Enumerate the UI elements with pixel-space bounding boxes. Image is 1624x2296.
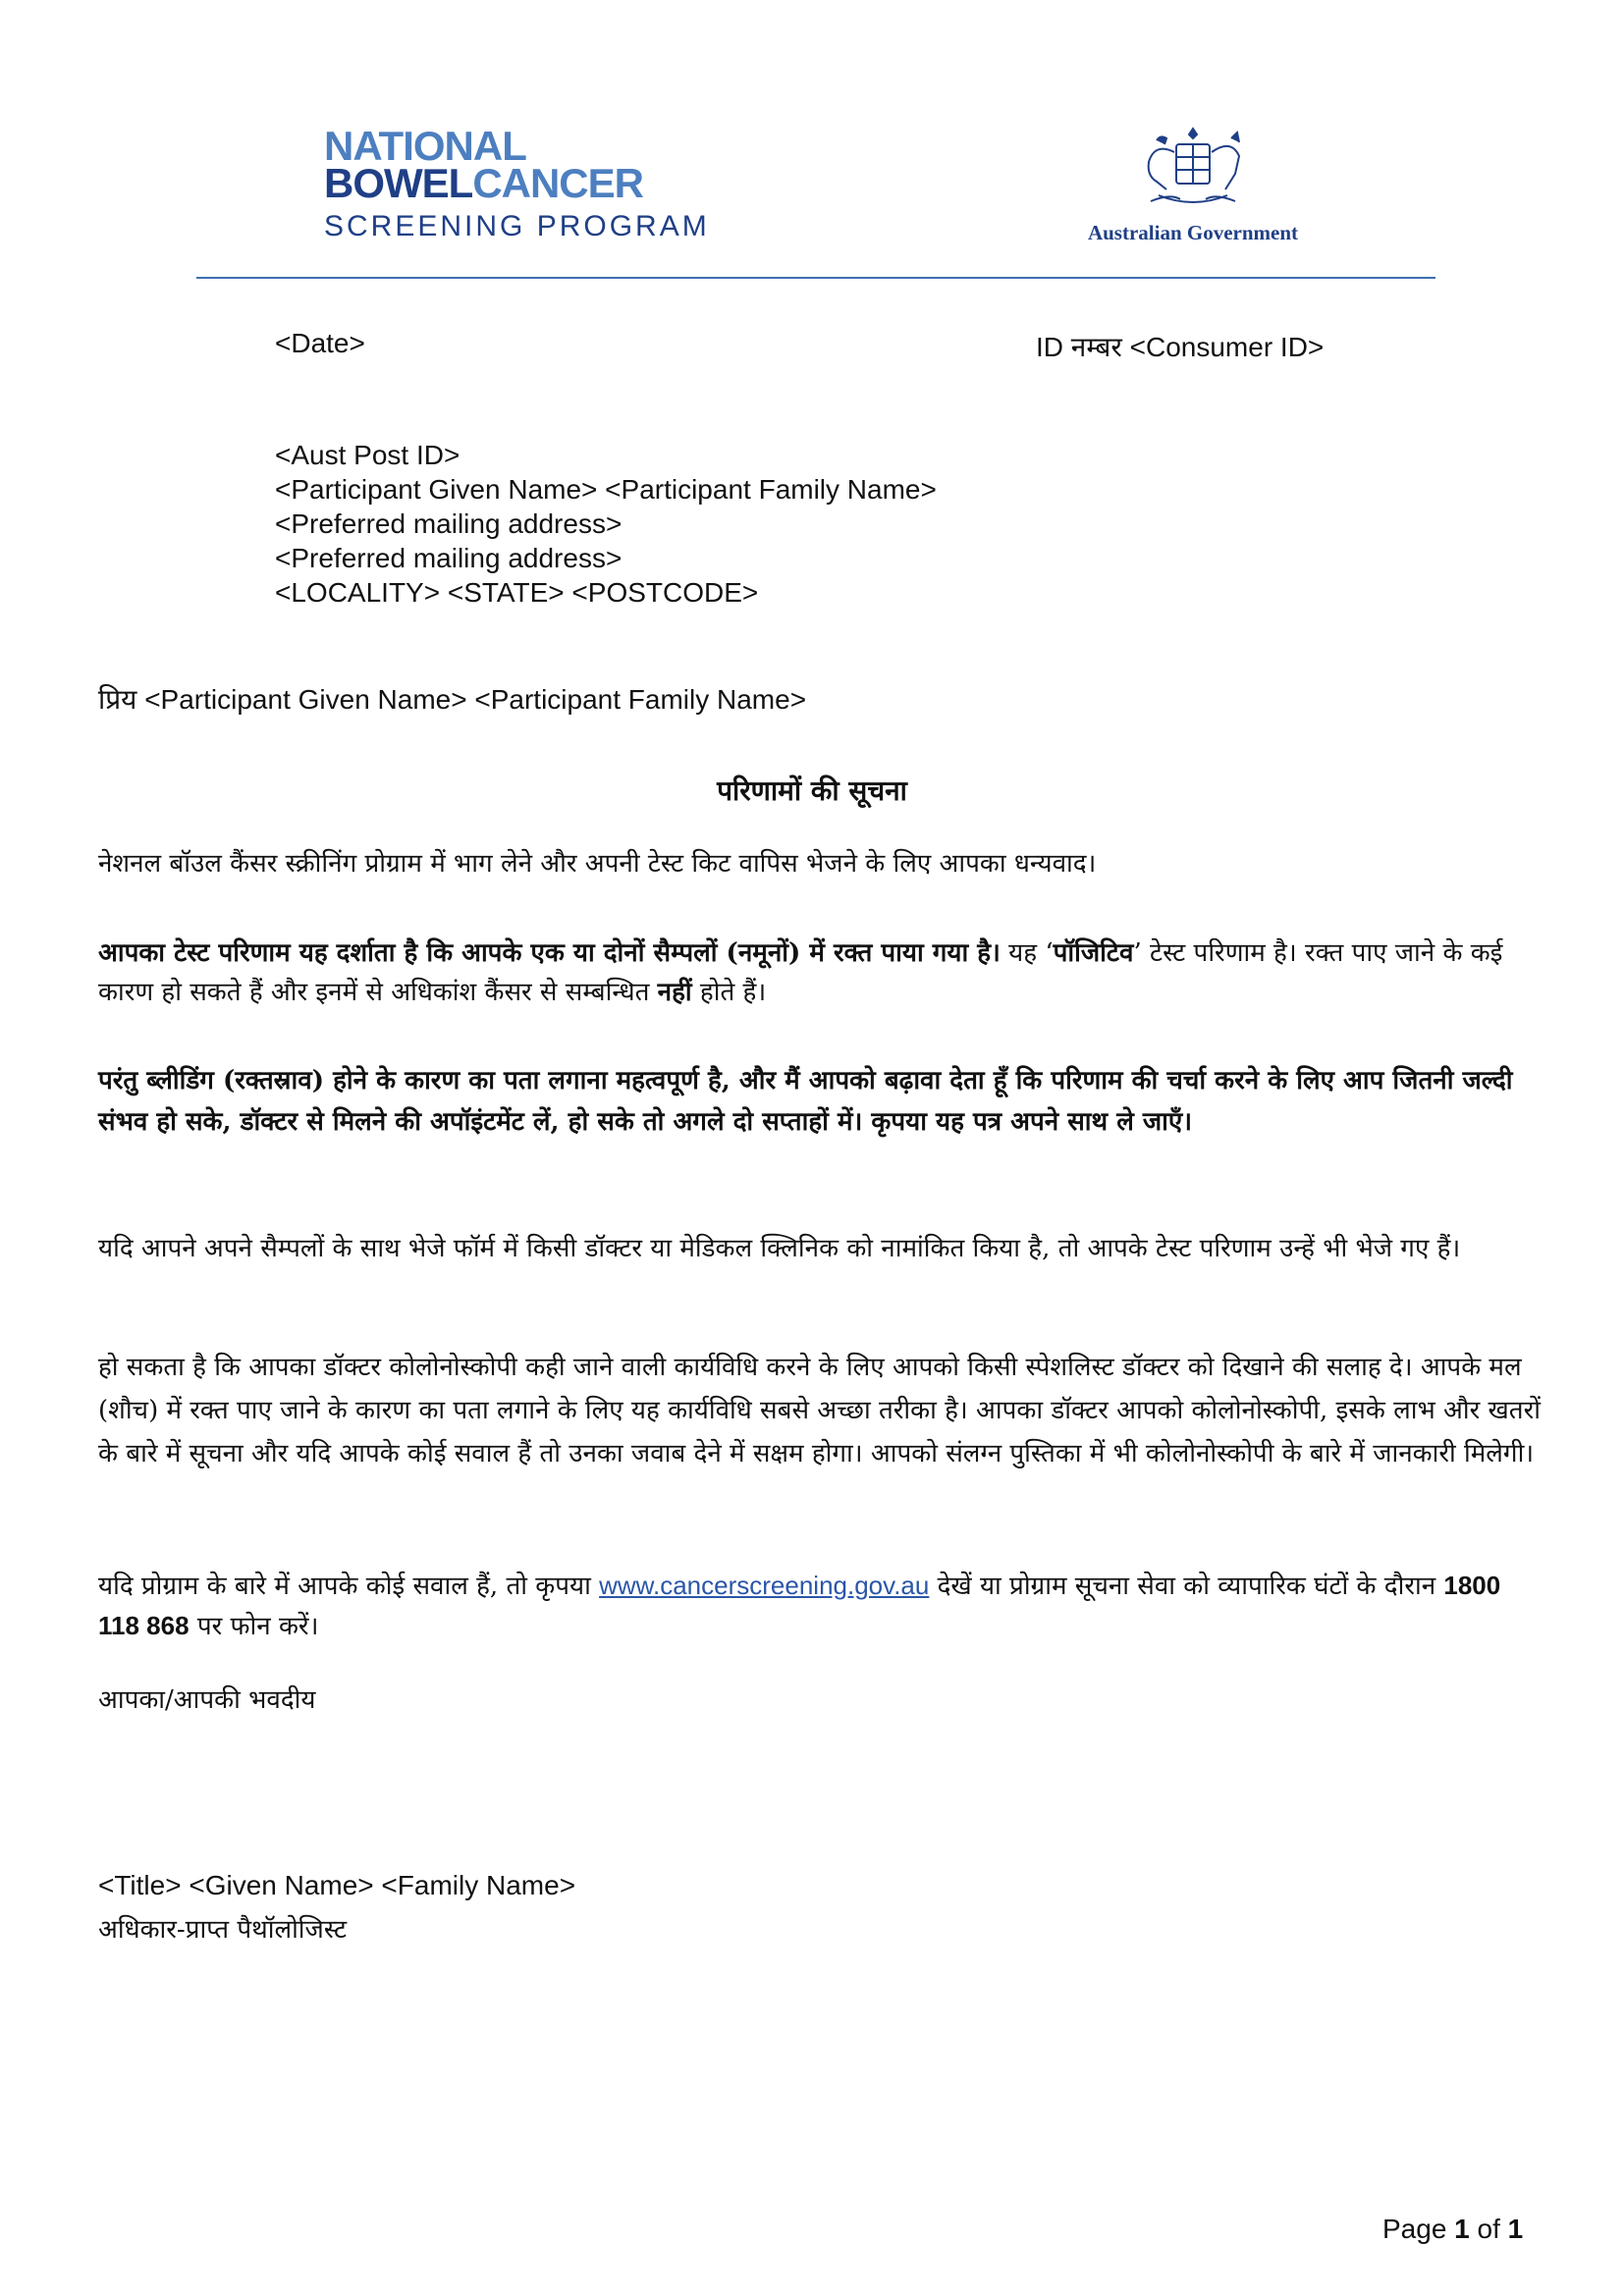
signer-title: अधिकार-प्राप्त पैथॉलोजिस्ट bbox=[98, 1915, 348, 1945]
phone-number: 1800 118 868 bbox=[98, 1571, 1501, 1640]
not-emphasis: नहीं bbox=[657, 978, 692, 1007]
website-link[interactable]: www.cancerscreening.gov.au bbox=[599, 1571, 930, 1600]
page-prefix: Page bbox=[1382, 2214, 1455, 2244]
address-line: <LOCALITY> <STATE> <POSTCODE> bbox=[275, 577, 759, 608]
letter-date: <Date> bbox=[275, 328, 365, 358]
page-total: 1 bbox=[1507, 2214, 1524, 2244]
address-block bbox=[275, 438, 937, 610]
paragraph-thanks: नेशनल बॉउल कैंसर स्क्रीनिंग प्रोग्राम में भाग लेने और अपनी टेस्ट किट वापिस भेजने के लिए आपका धन्यवाद। bbox=[98, 849, 1097, 879]
logo-line-bowelcancer bbox=[324, 160, 717, 206]
address-line: <Aust Post ID> bbox=[275, 440, 460, 470]
closing: आपका/आपकी भवदीय bbox=[98, 1685, 316, 1715]
address-line: <Participant Given Name> <Participant Family Name> bbox=[275, 474, 937, 505]
result-text: यह ‘ bbox=[1000, 938, 1054, 968]
result-text: ’ टेस्ट परिणाम है। रक्त पाए जाने के कई कारण हो सकते हैं और इनमें से अधिकांश कैंसर से सम्बन्धित bbox=[98, 938, 1503, 1007]
coat-of-arms-icon bbox=[1129, 123, 1257, 213]
page-of: of bbox=[1469, 2214, 1508, 2244]
logo-cancer: CANCER bbox=[472, 160, 643, 206]
paragraph-nominated-doctor: यदि आपने अपने सैम्पलों के साथ भेजे फॉर्म में किसी डॉक्टर या मेडिकल क्लिनिक को नामांकित किया है, तो आपके टेस्ट परिणाम उन्हें भी भेजे गए हैं। bbox=[98, 1234, 1461, 1263]
letter-heading: परिणामों की सूचना bbox=[717, 774, 907, 807]
paragraph-contact bbox=[98, 1566, 1542, 1646]
result-statement: आपका टेस्ट परिणाम यह दर्शाता है कि आपके एक या दोनों सैम्पलों (नमूनों) में रक्त पाया गया है। bbox=[98, 938, 1001, 968]
paragraph-colonoscopy: हो सकता है कि आपका डॉक्टर कोलोनोस्कोपी कही जाने वाली कार्यविधि करने के लिए आपको किसी स्पेशलिस्ट डॉक्टर को दिखाने की सलाह दे। आपके मल (शौच) में रक्त पाए जाने के कारण का पता लगाने के लिए यह कार्यविधि सबसे अच्छा तरीका है। आपका डॉक्टर आपको कोलोनोस्कोपी, इसके लाभ और खतरों के बारे में सूचना और यदि आपके कोई सवाल हैं तो उनका जवाब देने में सक्षम होगा। आपको संलग्न पुस्तिका में भी कोलोनोस्कोपी के बारे में जानकारी मिलेगी। bbox=[98, 1353, 1541, 1468]
salutation: प्रिय <Participant Given Name> <Participant Family Name> bbox=[98, 684, 807, 715]
logo-bowel: BOWEL bbox=[324, 160, 473, 206]
government-logo bbox=[1060, 123, 1326, 245]
result-text: होते हैं। bbox=[691, 978, 767, 1007]
paragraph-result bbox=[98, 934, 1542, 1012]
page-number bbox=[1382, 2214, 1523, 2245]
paragraph-appointment: परंतु ब्लीडिंग (रक्तस्राव) होने के कारण का पता लगाना महत्वपूर्ण है, और मैं आपको बढ़ावा देता हूँ कि परिणाम की चर्चा करने के लिए आप जितनी जल्दी संभव हो सके, डॉक्टर से मिलने की अपॉइंटमेंट लें, हो सके तो अगले दो सप्ताहों में। कृपया यह पत्र अपने साथ ले जाएँ। bbox=[98, 1066, 1513, 1137]
address-line: <Preferred mailing address> bbox=[275, 543, 623, 573]
header-divider bbox=[196, 277, 1435, 279]
page-current: 1 bbox=[1454, 2214, 1470, 2244]
government-text: Australian Government bbox=[1087, 221, 1299, 244]
address-line: <Preferred mailing address> bbox=[275, 508, 623, 539]
contact-text: यदि प्रोग्राम के बारे में आपके कोई सवाल हैं, तो कृपया bbox=[98, 1572, 600, 1601]
consumer-id: ID नम्बर <Consumer ID> bbox=[1036, 332, 1325, 362]
logo-subtitle: SCREENING PROGRAM bbox=[324, 210, 710, 242]
positive-label: पॉजिटिव bbox=[1053, 938, 1134, 968]
logo-line-national: NATIONAL bbox=[324, 123, 526, 169]
contact-text: पर फोन करें। bbox=[189, 1612, 319, 1641]
program-logo bbox=[324, 123, 717, 243]
contact-text: देखें या प्रोग्राम सूचना सेवा को व्यापारिक घंटों के दौरान bbox=[929, 1572, 1444, 1601]
signer-name: <Title> <Given Name> <Family Name> bbox=[98, 1870, 576, 1900]
